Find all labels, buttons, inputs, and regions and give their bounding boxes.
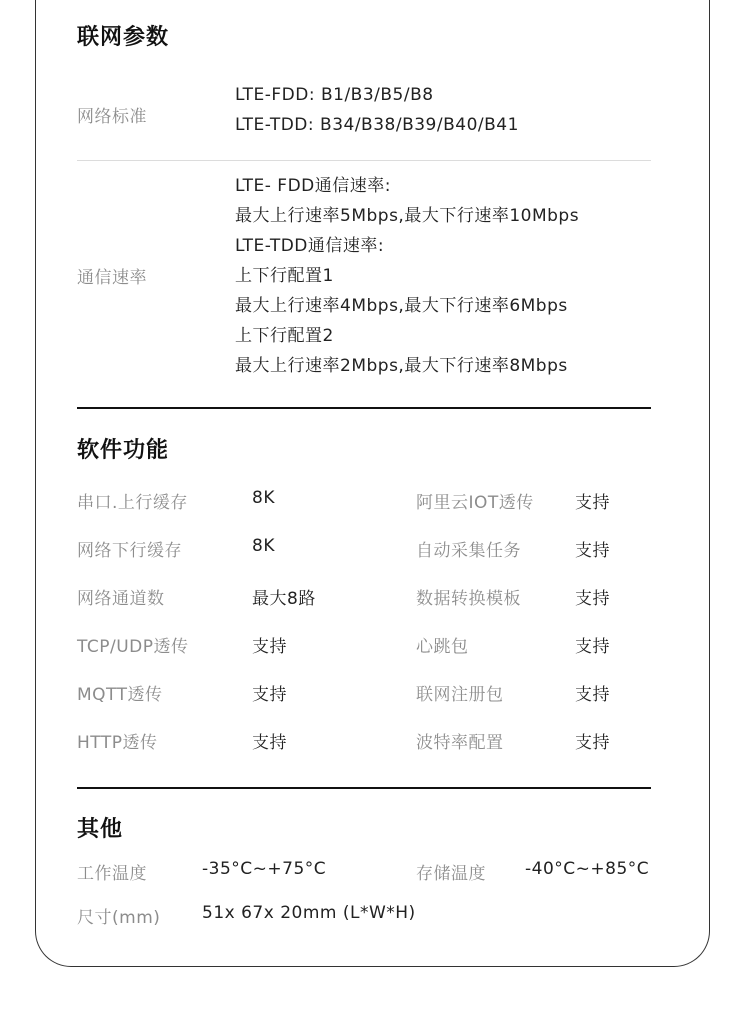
feature-label: TCP/UDP透传 [77,637,189,657]
feature-value: 支持 [575,589,610,609]
feature-value: 支持 [252,637,287,657]
other-section-title: 其他 [77,817,124,842]
speed-line: LTE- FDD通信速率: [235,176,391,196]
network-section-title: 联网参数 [77,25,170,50]
feature-value: 最大8路 [252,589,316,609]
feature-value: 支持 [575,493,610,513]
feature-label: 自动采集任务 [416,541,521,561]
feature-label: 数据转换模板 [416,589,521,609]
network-speed-label: 通信速率 [77,268,147,288]
size-label: 尺寸(mm) [77,908,161,928]
feature-value: 支持 [575,733,610,753]
network-standard-value [235,80,519,140]
network-speed-value [235,171,579,381]
feature-value: 支持 [575,541,610,561]
section-divider [77,787,651,789]
store-temp-label: 存储温度 [416,864,486,884]
feature-label: 心跳包 [416,637,469,657]
speed-line: 最大上行速率4Mbps,最大下行速率6Mbps [235,296,568,316]
standard-line: LTE-FDD: B1/B3/B5/B8 [235,85,434,105]
work-temp-value: -35°C~+75°C [202,859,327,879]
feature-value: 支持 [575,685,610,705]
feature-label: 阿里云IOT透传 [416,493,534,513]
feature-label: 联网注册包 [416,685,504,705]
store-temp-value: -40°C~+85°C [525,859,650,879]
feature-label: 波特率配置 [416,733,504,753]
speed-line: 最大上行速率2Mbps,最大下行速率8Mbps [235,356,568,376]
feature-label: 网络通道数 [77,589,165,609]
feature-label: MQTT透传 [77,685,163,705]
feature-value: 8K [252,488,275,508]
speed-line: 上下行配置2 [235,326,334,346]
feature-label: 网络下行缓存 [77,541,182,561]
section-divider [77,407,651,409]
software-section-title: 软件功能 [77,438,170,463]
feature-value: 支持 [575,637,610,657]
spec-card [35,0,710,967]
feature-value: 8K [252,536,275,556]
feature-label: HTTP透传 [77,733,158,753]
feature-value: 支持 [252,733,287,753]
feature-value: 支持 [252,685,287,705]
size-value: 51x 67x 20mm (L*W*H) [202,903,416,923]
work-temp-label: 工作温度 [77,864,147,884]
speed-line: LTE-TDD通信速率: [235,236,385,256]
divider [77,160,651,161]
standard-line: LTE-TDD: B34/B38/B39/B40/B41 [235,115,519,135]
feature-label: 串口.上行缓存 [77,493,188,513]
network-standard-label: 网络标准 [77,107,147,127]
speed-line: 最大上行速率5Mbps,最大下行速率10Mbps [235,206,580,226]
speed-line: 上下行配置1 [235,266,334,286]
